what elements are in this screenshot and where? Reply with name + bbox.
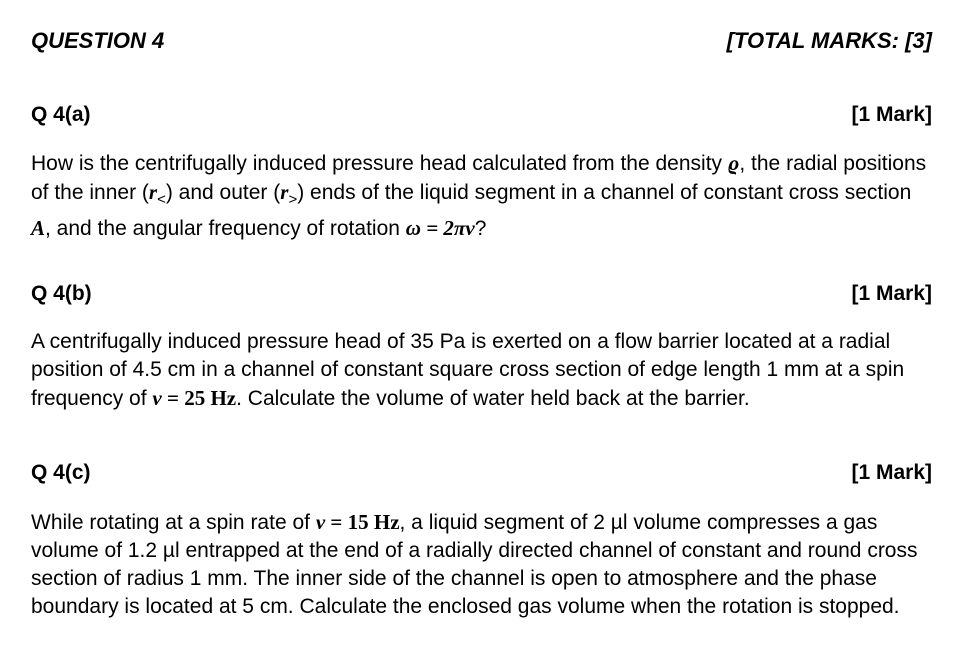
question-title: QUESTION 4 bbox=[31, 28, 165, 53]
q4c-text: While rotating at a spin rate of ν = 15 Hz, a liquid segment of 2 µl volume compresses a gas volume of 1.2 µl entrapped at the end of a radially directed channel of constant and round cross section of radius 1 mm. The inner side of the channel is open to atmosphere and the phase boundary is located at 5 cm. Calculate the enclosed gas volume when the rotation is stopped. bbox=[31, 510, 918, 618]
question-header bbox=[31, 28, 932, 54]
q4a-text: How is the centrifugally induced pressure head calculated from the density ϱ, the radial positions of the inner $(r_<)$ and outer $(r_>)$ ends of the liquid segment in a channel of constant cross section A, and the angular frequency of rotation ω = 2πν? bbox=[31, 151, 927, 240]
r-inner-symbol: r bbox=[148, 180, 158, 204]
q4c-label: Q 4(c) bbox=[31, 461, 91, 484]
q4a-marks: [1 Mark] bbox=[851, 103, 932, 126]
rho-symbol: ϱ bbox=[727, 151, 740, 175]
total-marks: [TOTAL MARKS: [3] bbox=[726, 28, 932, 53]
omega-equation: ω = 2πν bbox=[405, 216, 475, 240]
q4c-heading bbox=[31, 461, 932, 485]
frequency-value: = 15 Hz bbox=[325, 510, 400, 534]
q4c-marks: [1 Mark] bbox=[851, 461, 932, 484]
q4b-text: A centrifugally induced pressure head of 35 Pa is exerted on a flow barrier located at a radial position of 4.5 cm in a channel of constant square cross section of edge length 1 mm at a spin frequency of ν = 25 Hz. Calculate the volume of water held back at the barrier. bbox=[31, 330, 905, 410]
r-outer-symbol: r bbox=[280, 180, 289, 204]
frequency-value: = 25 Hz bbox=[161, 386, 237, 410]
q4a-label: Q 4(a) bbox=[31, 103, 91, 126]
area-symbol: A bbox=[31, 216, 46, 240]
q4b-label: Q 4(b) bbox=[31, 282, 92, 305]
q4a-heading bbox=[31, 103, 932, 127]
nu-symbol: ν bbox=[152, 386, 162, 410]
q4b-marks: [1 Mark] bbox=[851, 282, 932, 305]
q4b-heading bbox=[31, 282, 932, 306]
nu-symbol: ν bbox=[315, 510, 326, 534]
